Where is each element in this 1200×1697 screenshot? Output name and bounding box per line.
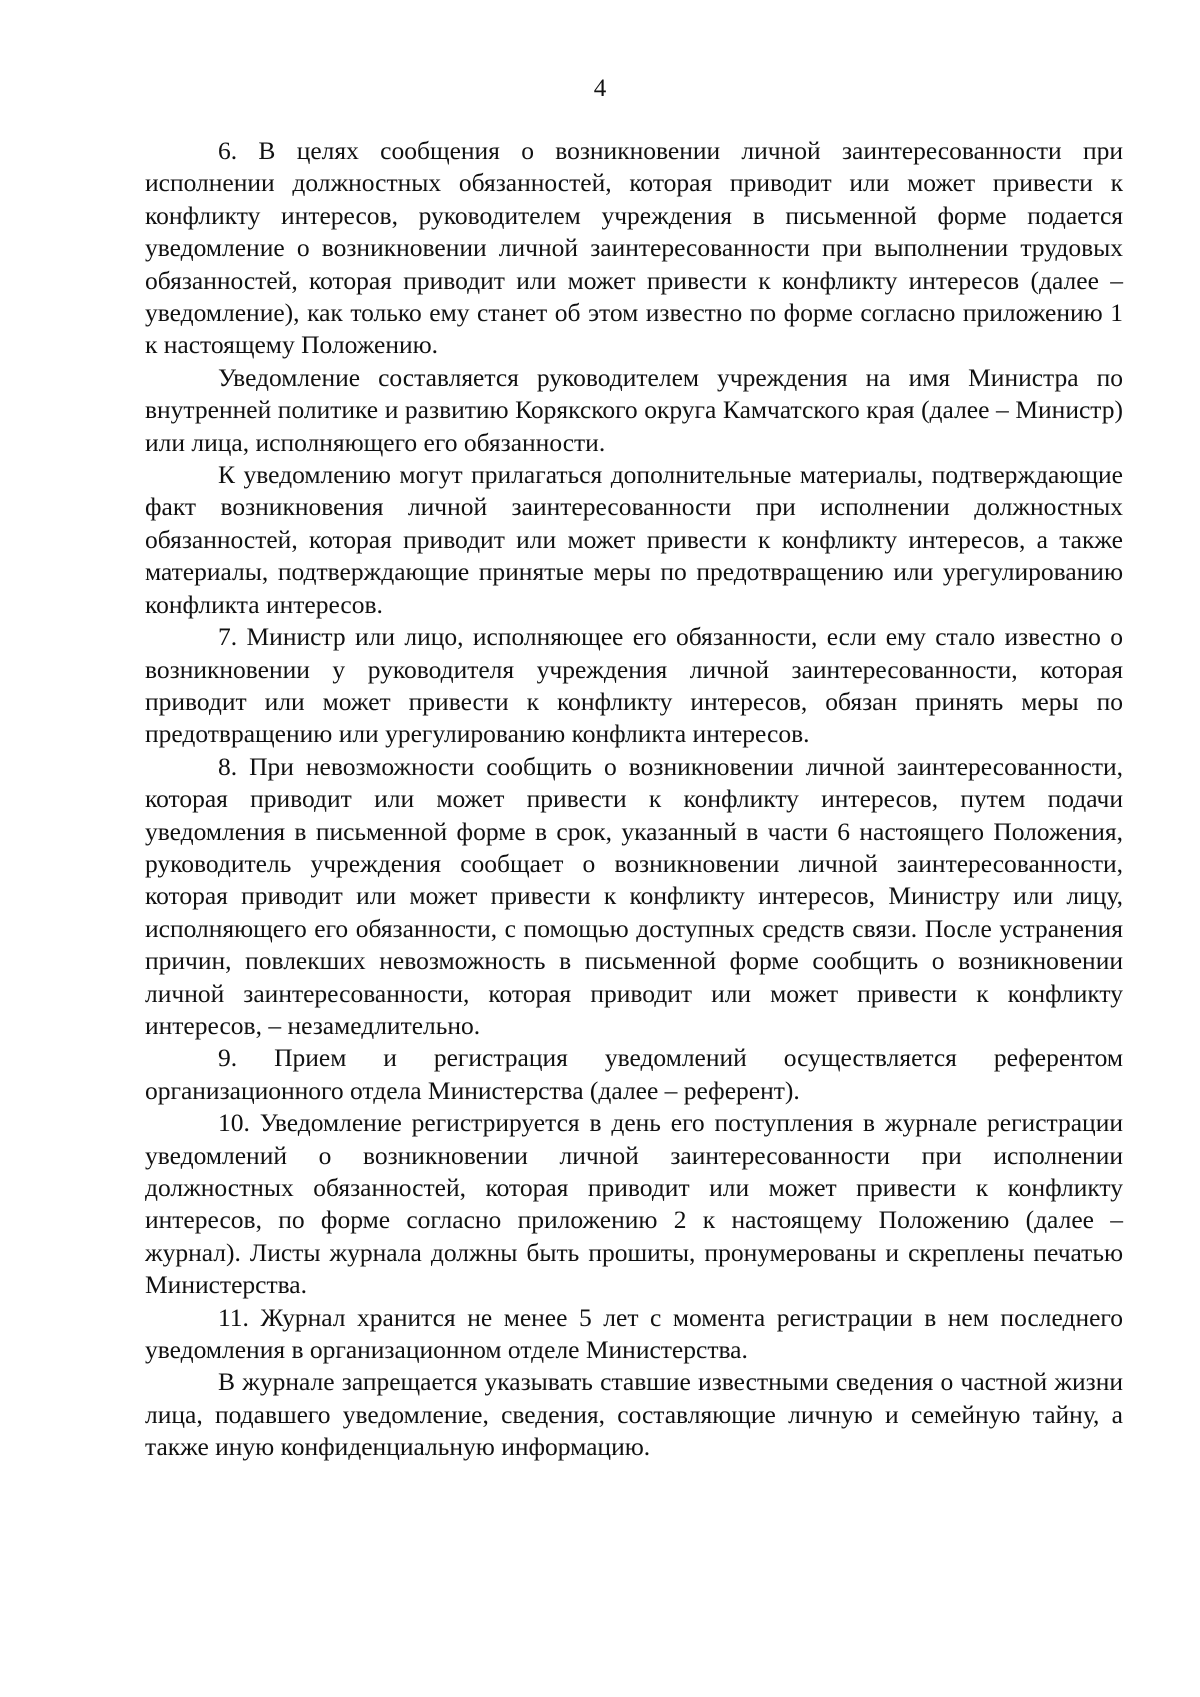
paragraph-10: 10. Уведомление регистрируется в день его поступления в журнале регистрации уведомлений о возникновении личной заинтересованности при исполнении должностных обязанностей, которая приводит или может привести к конфликту интересов, по форме согласно приложению 2 к настоящему Положению (далее – журнал). Листы журнала должны быть прошиты, пронумерованы и скреплены печатью Министерства. [145, 1108, 1123, 1300]
document-body [145, 135, 1123, 1464]
paragraph-7: 7. Министр или лицо, исполняющее его обязанности, если ему стало известно о возникновении у руководителя учреждения личной заинтересованности, которая приводит или может привести к конфликту интересов, обязан принять меры по предотвращению или урегулированию конфликта интересов. [145, 622, 1123, 749]
paragraph-6: 6. В целях сообщения о возникновении личной заинтересованности при исполнении должностных обязанностей, которая приводит или может привести к конфликту интересов, руководителем учреждения в письменной форме подается уведомление о возникновении личной заинтересованности при выполнении трудовых обязанностей, которая приводит или может привести к конфликту интересов (далее – уведомление), как только ему станет об этом известно по форме согласно приложению 1 к настоящему Положению. [145, 136, 1123, 360]
page-number: 4 [593, 75, 607, 102]
paragraph-notification-addressee: Уведомление составляется руководителем учреждения на имя Министра по внутренней политике и развитию Корякского округа Камчатского края (далее – Министр) или лица, исполняющего его обязанности. [145, 362, 1123, 457]
paragraph-attachments: К уведомлению могут прилагаться дополнительные материалы, подтверждающие факт возникновения личной заинтересованности при исполнении должностных обязанностей, которая приводит или может привести к конфликту интересов, а также материалы, подтверждающие принятые меры по предотвращению или урегулированию конфликта интересов. [145, 460, 1123, 619]
paragraph-11: 11. Журнал хранится не менее 5 лет с момента регистрации в нем последнего уведомления в организационном отделе Министерства. [145, 1302, 1123, 1365]
paragraph-confidentiality: В журнале запрещается указывать ставшие известными сведения о частной жизни лица, подавшего уведомление, сведения, составляющие личную и семейную тайну, а также иную конфиденциальную информацию. [145, 1367, 1123, 1462]
paragraph-9: 9. Прием и регистрация уведомлений осуществляется референтом организационного отдела Министерства (далее – референт). [145, 1043, 1123, 1105]
paragraph-8: 8. При невозможности сообщить о возникновении личной заинтересованности, которая приводит или может привести к конфликту интересов, путем подачи уведомления в письменной форме в срок, указанный в части 6 настоящего Положения, руководитель учреждения сообщает о возникновении личной заинтересованности, которая приводит или может привести к конфликту интересов, Министру или лицу, исполняющего его обязанности, с помощью доступных средств связи. После устранения причин, повлекших невозможность в письменной форме сообщить о возникновении личной заинтересованности, которая приводит или может привести к конфликту интересов, – незамедлительно. [145, 751, 1123, 1040]
